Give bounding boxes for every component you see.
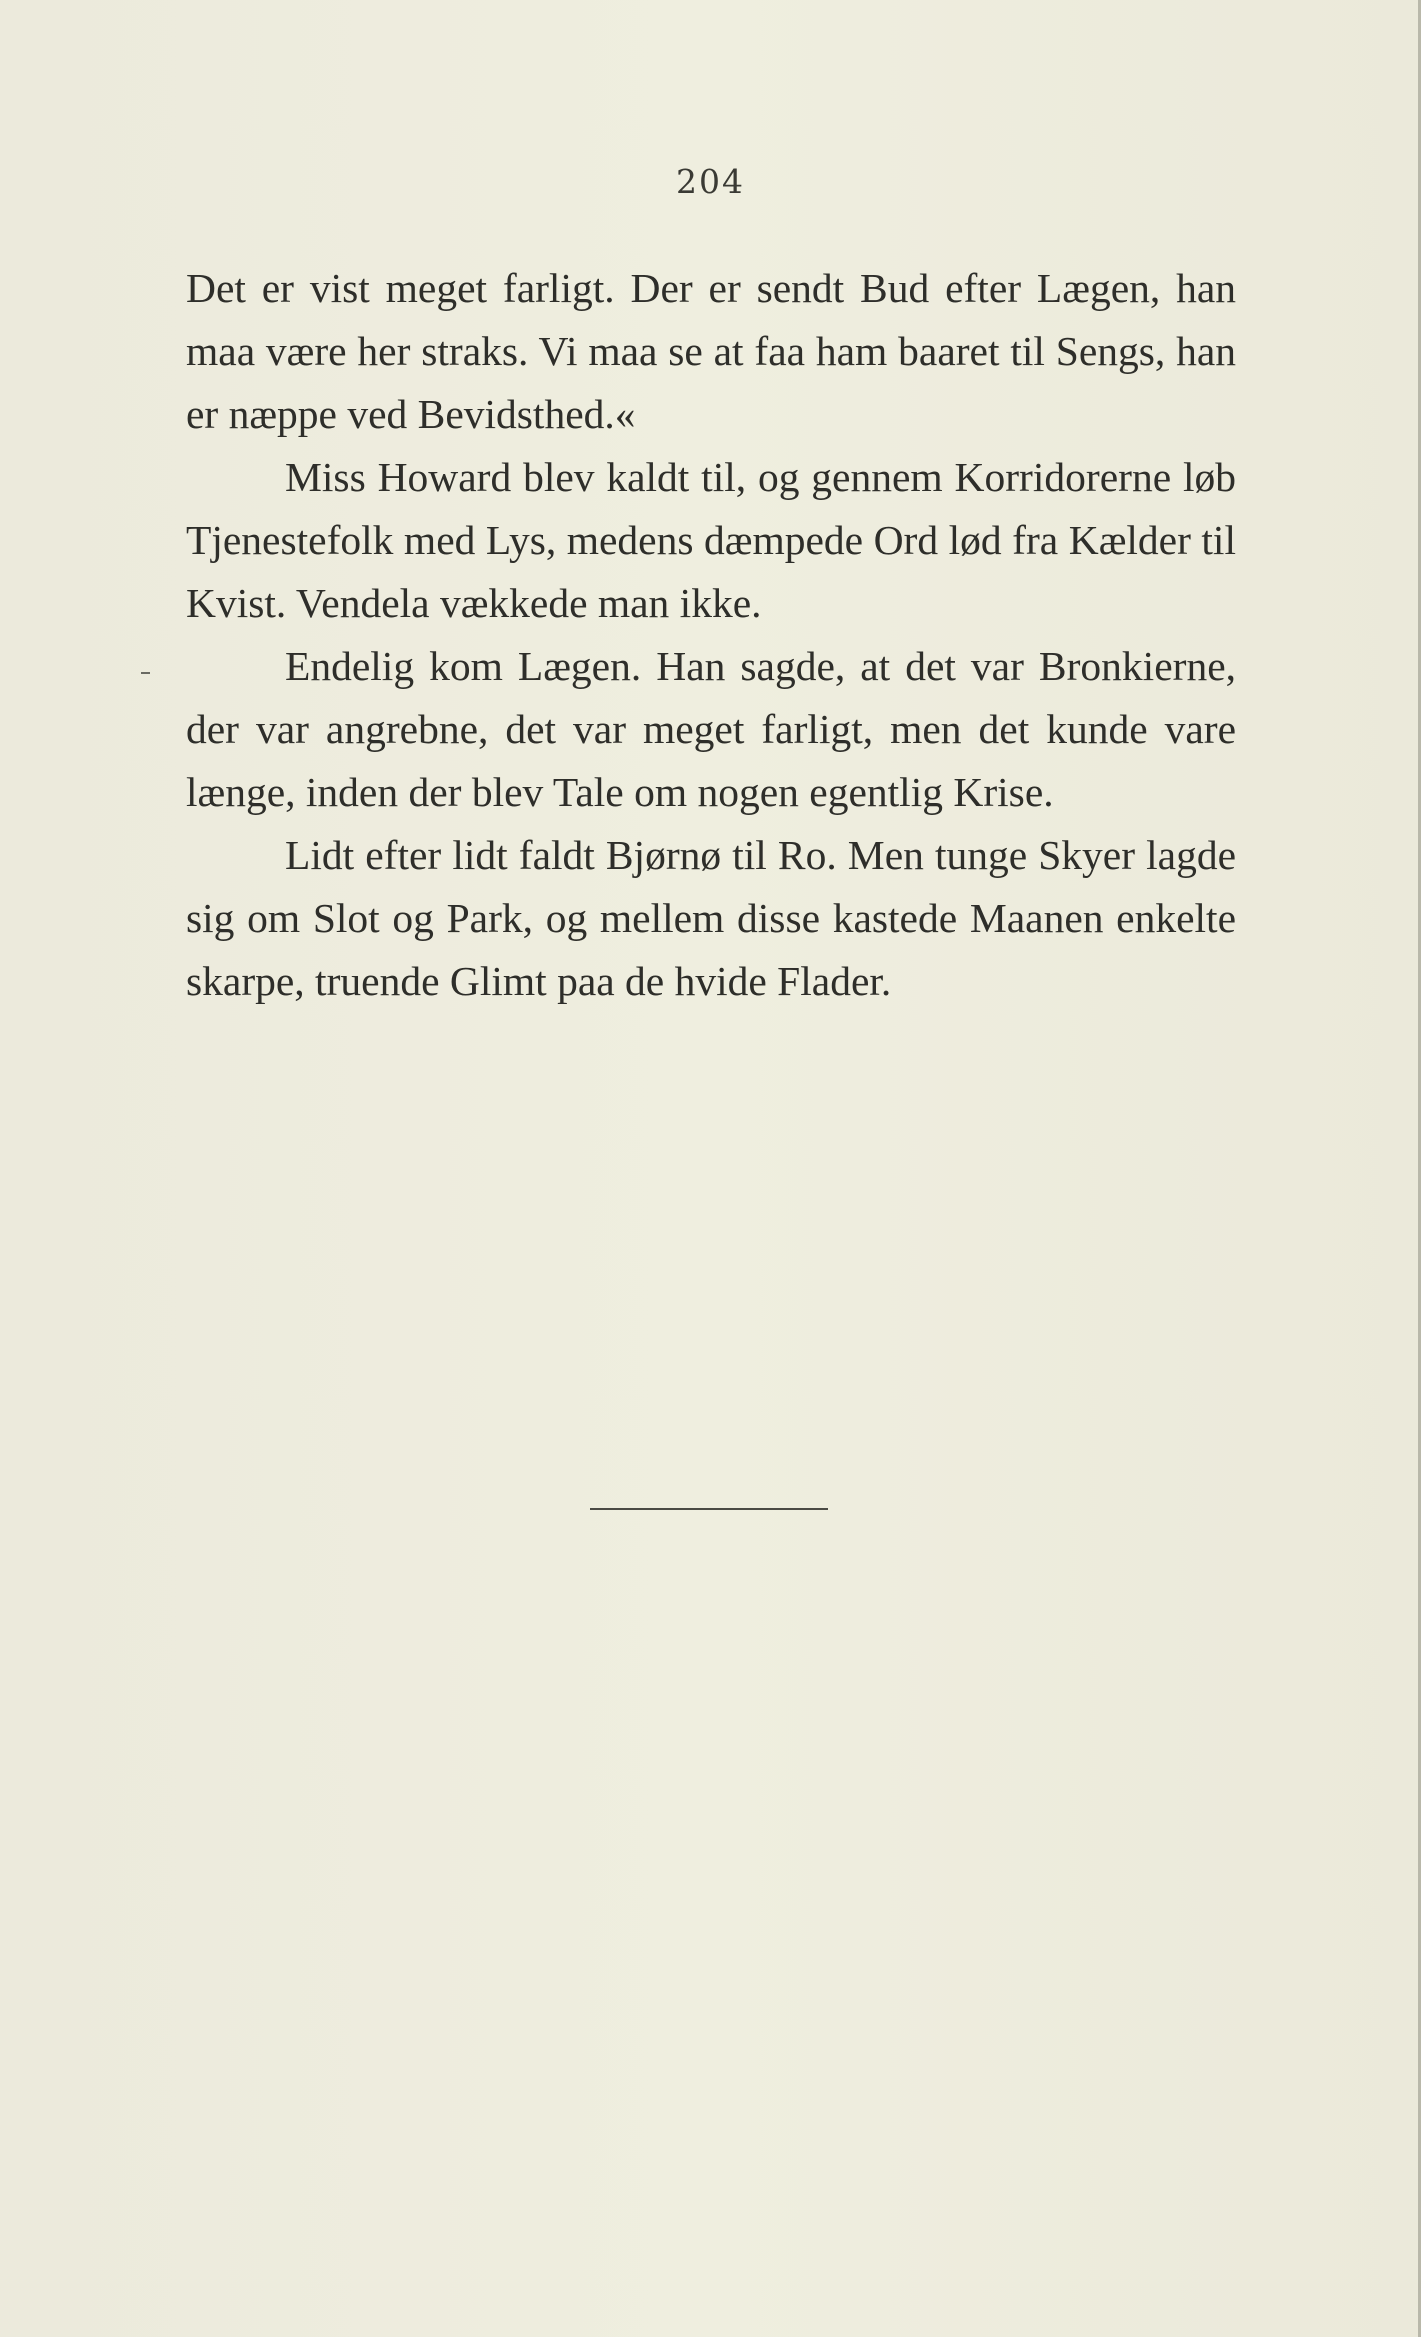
page-number: 204: [676, 162, 745, 201]
paragraph-4: Lidt efter lidt faldt Bjørnø til Ro. Men tunge Skyer lagde sig om Slot og Park, og mellem disse kastede Maanen enkelte skarpe, truende Glimt paa de hvide Flader.: [186, 832, 1236, 1004]
margin-mark: [141, 672, 150, 674]
paragraph-1: Det er vist meget farligt. Der er sendt Bud efter Lægen, han maa være her straks. Vi maa se at faa ham baaret til Sengs, han er næppe ved Bevidsthed.«: [186, 265, 1236, 437]
body-text: [186, 257, 1236, 1013]
chapter-end-rule: [590, 1508, 828, 1510]
paragraph-2: Miss Howard blev kaldt til, og gennem Korridorerne løb Tjenestefolk med Lys, medens dæmpede Ord lød fra Kælder til Kvist. Vendela vækkede man ikke.: [186, 454, 1236, 626]
paragraph-3: Endelig kom Lægen. Han sagde, at det var Bronkierne, der var angrebne, det var meget farligt, men det kunde vare længe, inden der blev Tale om nogen egentlig Krise.: [186, 643, 1236, 815]
